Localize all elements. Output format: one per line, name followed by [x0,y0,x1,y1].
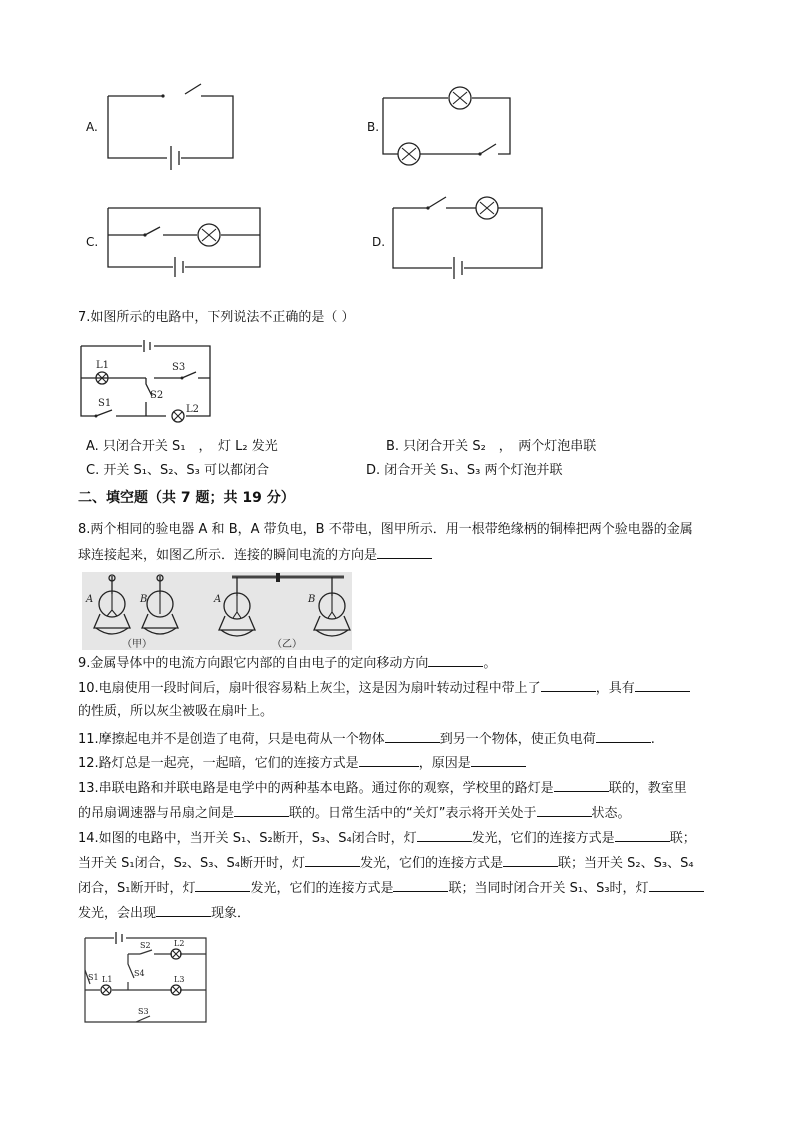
circuit-b-figure [380,82,520,162]
q8-fig-jia: （甲） [122,639,152,650]
q13-blank-2[interactable] [234,804,289,817]
q14-s3-label: S3 [138,1007,149,1016]
q11-blank-2[interactable] [596,730,651,743]
q8-line1: 8.两个相同的验电器 A 和 B，A 带负电，B 不带电，图甲所示．用一根带绝缘柄的铜棒把两个验电器的金属 [78,522,693,537]
q8-line2: 球连接起来，如图乙所示．连接的瞬间电流的方向是 [78,548,378,563]
circuit-a-figure [105,78,245,168]
q14-l2-label: L2 [174,939,185,948]
section-2-title: 二、填空题（共 7 题；共 19 分） [78,490,295,506]
q8-fig-a1: A [86,594,94,605]
q13-part1: 13.串联电路和并联电路是电学中的两种基本电路。通过你的观察，学校里的路灯是 [78,781,554,796]
q12-part1: 12.路灯总是一起亮，一起暗，它们的连接方式是 [78,756,359,771]
q10-blank-2[interactable] [635,679,690,692]
q11-blank-1[interactable] [385,730,440,743]
q13-part3: 的吊扇调速器与吊扇之间是 [78,806,235,821]
q9-blank[interactable] [428,654,483,667]
q7-s3-label: S3 [172,362,186,373]
q8-blank[interactable] [377,546,432,559]
q7-l1-label: L1 [96,360,110,371]
q14-blank-2[interactable] [615,829,670,842]
q14-blank-8[interactable] [156,904,211,917]
q8-electroscope-figure [82,572,352,650]
q14-blank-3[interactable] [305,854,360,867]
q8-fig-b2: B [308,594,316,605]
q14-blank-5[interactable] [195,879,250,892]
q14-line2-a: 当开关 S₁闭合，S₂、S₃、S₄断开时，灯 [78,856,305,871]
q10-part1: 10.电扇使用一段时间后，扇叶很容易粘上灰尘，这是因为扇叶转动过程中带上了 [78,681,541,696]
q7-circuit-figure [78,340,218,425]
q14-line1-a: 14.如图的电路中，当开关 S₁、S₂断开，S₃、S₄闭合时，灯 [78,831,417,846]
q14-l3-label: L3 [174,975,185,984]
q14-line3-a: 闭合，S₁断开时，灯 [78,881,196,896]
q14-blank-6[interactable] [393,879,448,892]
q13-blank-3[interactable] [537,804,592,817]
q7-s1-label: S1 [98,398,112,409]
q13-blank-1[interactable] [554,779,609,792]
q10-blank-1[interactable] [541,679,596,692]
q7-stem: 7.如图所示的电路中，下列说法不正确的是（ ） [78,310,355,325]
q14-blank-1[interactable] [417,829,472,842]
option-b-label[interactable]: B. [367,120,380,134]
q9-text: 9.金属导体中的电流方向跟它内部的自由电子的定向移动方向 [78,656,429,671]
option-a-label[interactable]: A. [86,120,98,134]
q7-option-a[interactable]: A. 只闭合开关 S₁ ， 灯 L₂ 发光 [86,439,278,454]
q14-blank-4[interactable] [503,854,558,867]
q14-s1-label: S1 [88,973,99,982]
option-d-label[interactable]: D. [372,235,386,249]
q7-option-c[interactable]: C. 开关 S₁、S₂、S₃ 可以都闭合 [86,463,269,478]
circuit-d-figure [390,193,550,273]
q11-part1: 11.摩擦起电并不是创造了电荷，只是电荷从一个物体 [78,732,385,747]
circuit-c-figure [105,205,265,275]
q14-s4-label: S4 [134,969,145,978]
q7-s2-label: S2 [150,390,164,401]
q8-fig-b1: B [140,594,148,605]
q14-line4-a: 发光，会出现 [78,906,157,921]
q8-fig-a2: A [214,594,222,605]
q14-l1-label: L1 [102,975,113,984]
q7-l2-label: L2 [186,404,200,415]
q14-blank-7[interactable] [649,879,704,892]
q14-s2-label: S2 [140,941,151,950]
q8-fig-yi: （乙） [272,639,302,650]
q10-line2: 的性质，所以灰尘被吸在扇叶上。 [78,704,274,719]
q14-circuit-figure [80,930,215,1025]
q12-blank-2[interactable] [471,754,526,767]
q12-blank-1[interactable] [359,754,419,767]
option-c-label[interactable]: C. [86,235,99,249]
q7-option-d[interactable]: D. 闭合开关 S₁、S₃ 两个灯泡并联 [366,463,563,478]
q7-option-b[interactable]: B. 只闭合开关 S₂ ， 两个灯泡串联 [386,439,597,454]
